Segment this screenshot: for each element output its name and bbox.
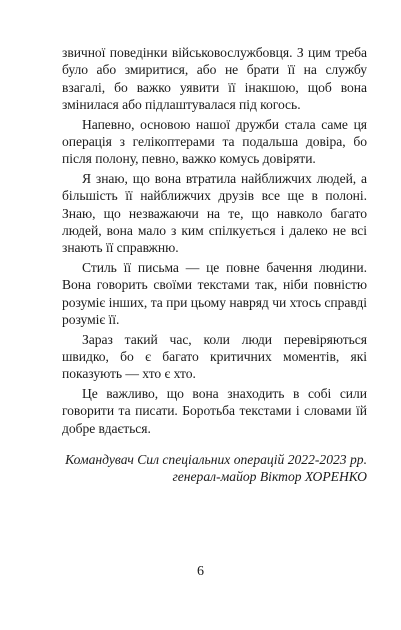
signature-title: Командувач Сил спеціальних операцій 2022-2023 рр. bbox=[65, 451, 367, 467]
signature-name: генерал-майор Віктор ХОРЕНКО bbox=[172, 469, 367, 485]
paragraph-6: Це важливо, що вона знаходить в собі сили говорити та писати. Боротьба текстами і словами їй добре вдається. bbox=[62, 385, 367, 436]
paragraph-5: Зараз такий час, коли люди перевіряються швидко, бо є багато критичних моментів, які показують — хто є хто. bbox=[62, 331, 367, 382]
paragraph-4: Стиль її письма — це повне бачення людини. Вона говорить своїми текстами так, ніби повністю розуміє інших, та при цьому навряд чи хтось справді розуміє її. bbox=[62, 259, 367, 328]
page-number: 6 bbox=[197, 564, 204, 579]
signature-block bbox=[62, 451, 367, 486]
paragraph-3: Я знаю, що вона втратила найближчих людей, а більшість її найближчих друзів все ще в полоні. Знаю, що незважаючи на те, що навколо багато людей, вона мало з ким спілкується і далеко не всі знають її справжню. bbox=[62, 170, 367, 256]
page-body bbox=[62, 44, 367, 486]
paragraph-1: звичної поведінки військовослужбовця. З цим треба було або змиритися, або не брати її на службу взагалі, бо важко уявити її інакшою, щоб вона змінилася або підлаштувалася під когось. bbox=[62, 45, 367, 113]
paragraph-2: Напевно, основою нашої дружби стала саме ця операція з гелікоптерами та подальша довіра, бо після полону, певно, важко комусь довіряти. bbox=[62, 116, 367, 167]
